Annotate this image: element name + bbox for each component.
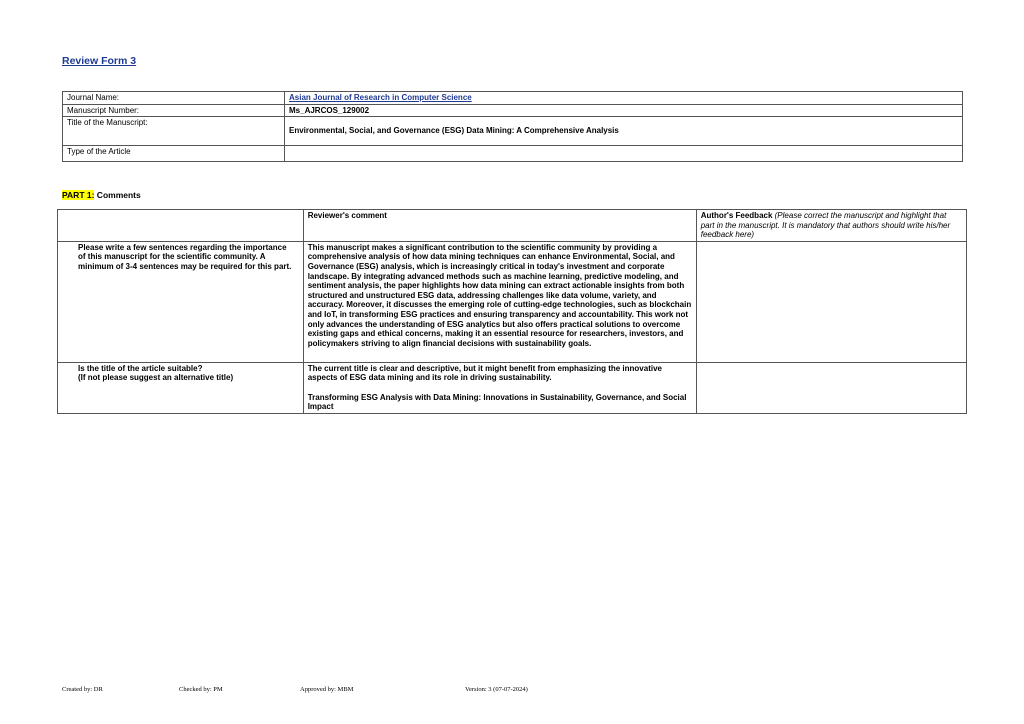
authors-feedback-title: Author's Feedback (700, 211, 773, 220)
reviewer-comment-text: The current title is clear and descriptive, but it might benefit from emphasizing the innovative aspects of ESG data mining and its role in driving sustainability. (307, 363, 662, 383)
reviewer-comment-importance (303, 241, 696, 362)
manuscript-number-label: Manuscript Number: (63, 104, 285, 117)
header-reviewer-comment: Reviewer's comment (303, 210, 696, 242)
footer-approved-by: Approved by: MBM (300, 686, 354, 693)
comment-row-title (58, 362, 967, 413)
header-question-cell (58, 210, 304, 242)
question-importance: Please write a few sentences regarding the importance of this manuscript for the scientific community. A minimum of 3-4 sentences may be required for this part. (58, 241, 304, 362)
author-feedback-title[interactable] (696, 362, 966, 413)
manuscript-info-table (62, 91, 963, 162)
authors-feedback-instructions: (Please correct the manuscript and highlight that part in the manuscript. It is mandatory that authors should write his/her feedback here) (700, 211, 951, 240)
manuscript-title-row (63, 117, 963, 146)
form-title: Review Form 3 (62, 55, 137, 67)
journal-value-cell (285, 92, 963, 105)
question-title (58, 362, 304, 413)
manuscript-title-label: Title of the Manuscript: (63, 117, 285, 146)
journal-row (63, 92, 963, 105)
comments-header-row (58, 210, 967, 242)
article-type-value (285, 146, 963, 162)
part1-prefix: PART 1: (62, 190, 95, 200)
manuscript-number-value: Ms_AJRCOS_129002 (285, 104, 963, 117)
article-type-row (63, 146, 963, 162)
article-type-label: Type of the Article (63, 146, 285, 162)
journal-label: Journal Name: (63, 92, 285, 105)
header-authors-feedback (696, 210, 966, 242)
journal-link[interactable]: Asian Journal of Research in Computer Science (289, 93, 472, 102)
manuscript-number-row (63, 104, 963, 117)
page-footer (62, 686, 662, 696)
comments-table (57, 209, 967, 414)
suggested-title-text: Transforming ESG Analysis with Data Mining: Innovations in Sustainability, Governance, and Social Impact (307, 392, 687, 412)
author-feedback-importance[interactable] (696, 241, 966, 362)
comment-row-importance (58, 241, 967, 362)
reviewer-comment-title (303, 362, 696, 413)
footer-version: Version: 3 (07-07-2024) (465, 686, 528, 693)
part1-suffix: Comments (94, 190, 141, 200)
question-title-text: Is the title of the article suitable? (If not please suggest an alternative title) (78, 363, 234, 383)
part1-heading (62, 190, 141, 200)
manuscript-title-value: Environmental, Social, and Governance (ESG) Data Mining: A Comprehensive Analysis (285, 117, 963, 146)
reviewer-comment-text: This manuscript makes a significant contribution to the scientific community by providing a comprehensive analysis of how data mining techniques can enhance Environmental, Social, and Governance (ESG) analysis, which is increasingly critical in today's investment and corporate landscape. By integrating advanced methods such as machine learning, predictive modeling, and sentiment analysis, the paper highlights how data mining can extract actionable insights from both structured and unstructured ESG data, addressing challenges like data volume, variety, and accuracy. Moreover, it discusses the emerging role of cutting-edge technologies, such as blockchain and IoT, in transforming ESG practices and ensuring transparency and accountability. This work not only advances the understanding of ESG analytics but also offers practical solutions to overcome existing gaps and ethical concerns, making it an essential resource for researchers, investors, and policymakers striving to align financial decisions with sustainability goals. (307, 242, 692, 348)
footer-checked-by: Checked by: PM (179, 686, 223, 693)
footer-created-by: Created by: DR (62, 686, 103, 693)
